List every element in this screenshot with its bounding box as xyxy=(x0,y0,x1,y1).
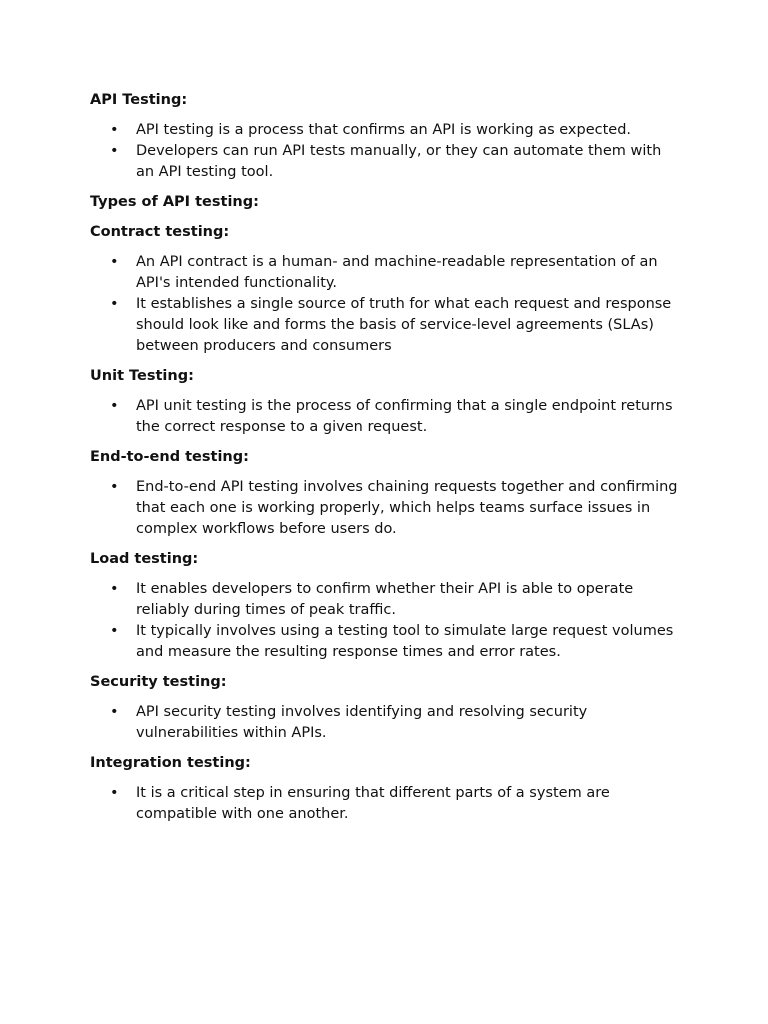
section-heading: Security testing: xyxy=(90,674,227,690)
bullet-icon: • xyxy=(110,254,119,270)
list-item xyxy=(90,294,682,357)
list-item xyxy=(90,579,682,621)
section-types-of-api-testing xyxy=(90,192,682,213)
section-heading: Integration testing: xyxy=(90,755,251,771)
section-heading: API Testing: xyxy=(90,92,188,108)
bullet-list xyxy=(90,477,682,540)
bullet-icon: • xyxy=(110,398,119,414)
list-item xyxy=(90,783,682,825)
bullet-icon: • xyxy=(110,479,119,495)
bullet-list xyxy=(90,252,682,357)
list-item-text: API unit testing is the process of confirming that a single endpoint returns the correct response to a given request. xyxy=(136,398,673,435)
list-item-text: It establishes a single source of truth for what each request and response should look like and forms the basis of service-level agreements (SLAs) between producers and consumers xyxy=(136,296,672,354)
bullet-list xyxy=(90,120,682,183)
section-heading: End-to-end testing: xyxy=(90,449,249,465)
list-item-text: End-to-end API testing involves chaining requests together and confirming that each one is working properly, which helps teams surface issues in complex workflows before users do. xyxy=(136,479,678,537)
section-contract-testing xyxy=(90,222,682,357)
list-item-text: API security testing involves identifying and resolving security vulnerabilities within APIs. xyxy=(136,704,588,741)
section-end-to-end-testing xyxy=(90,447,682,540)
list-item xyxy=(90,477,682,540)
list-item xyxy=(90,621,682,663)
section-heading: Contract testing: xyxy=(90,224,230,240)
section-heading: Types of API testing: xyxy=(90,194,259,210)
list-item-text: It typically involves using a testing tool to simulate large request volumes and measure the resulting response times and error rates. xyxy=(136,623,674,660)
list-item-text: API testing is a process that confirms an API is working as expected. xyxy=(136,122,632,138)
bullet-icon: • xyxy=(110,785,119,801)
bullet-icon: • xyxy=(110,296,119,312)
list-item xyxy=(90,120,682,141)
section-heading: Unit Testing: xyxy=(90,368,194,384)
bullet-icon: • xyxy=(110,581,119,597)
list-item xyxy=(90,396,682,438)
bullet-icon: • xyxy=(110,143,119,159)
list-item-text: It enables developers to confirm whether their API is able to operate reliably during times of peak traffic. xyxy=(136,581,634,618)
list-item xyxy=(90,141,682,183)
section-api-testing xyxy=(90,90,682,183)
list-item xyxy=(90,702,682,744)
bullet-list xyxy=(90,783,682,825)
section-unit-testing xyxy=(90,366,682,438)
bullet-list xyxy=(90,702,682,744)
list-item-text: It is a critical step in ensuring that different parts of a system are compatible with one another. xyxy=(136,785,610,822)
section-heading: Load testing: xyxy=(90,551,199,567)
bullet-list xyxy=(90,579,682,663)
section-integration-testing xyxy=(90,753,682,825)
bullet-list xyxy=(90,396,682,438)
bullet-icon: • xyxy=(110,122,119,138)
bullet-icon: • xyxy=(110,623,119,639)
list-item-text: Developers can run API tests manually, or they can automate them with an API testing tool. xyxy=(136,143,662,180)
list-item xyxy=(90,252,682,294)
section-load-testing xyxy=(90,549,682,663)
section-security-testing xyxy=(90,672,682,744)
bullet-icon: • xyxy=(110,704,119,720)
list-item-text: An API contract is a human- and machine-readable representation of an API's intended functionality. xyxy=(136,254,658,291)
